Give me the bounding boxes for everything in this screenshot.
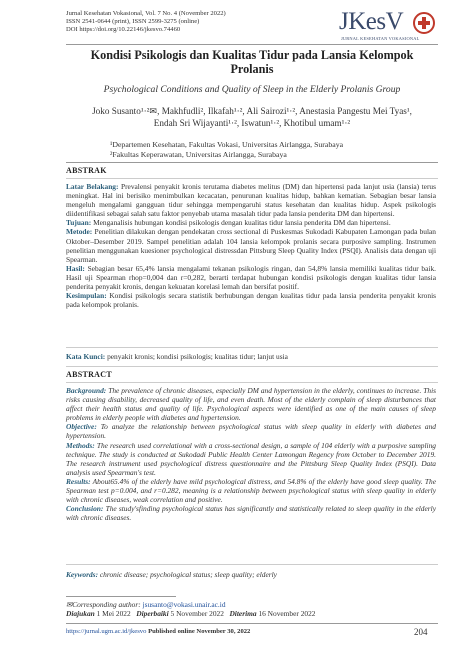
keywords-text-en: chronic disease; psychological status; sleep quality; elderly xyxy=(99,570,277,579)
published-online: Published online November 30, 2022 xyxy=(148,628,251,635)
conclusion-label-en: Conclusion: xyxy=(66,504,104,514)
abstrak-body xyxy=(66,182,436,309)
keywords-id-divider xyxy=(66,347,438,348)
authors-line-2: Endah Sri Wijayanti¹·², Iswatun¹·², Khotibul umam¹·² xyxy=(153,118,351,128)
footer-bottom xyxy=(66,627,438,636)
journal-url-link[interactable]: https://jurnal.ugm.ac.id/jkesvo xyxy=(66,628,147,635)
keywords-text-id: penyakit kronis; kondisi psikologis; kualitas tidur; lanjut usia xyxy=(107,352,288,361)
methods-label-id: Metode: xyxy=(66,227,93,237)
abstrak-top-divider xyxy=(66,162,438,163)
kata-kunci xyxy=(66,352,436,361)
page-number: 204 xyxy=(414,627,428,637)
revised-date: 5 November 2022 xyxy=(170,609,224,619)
corresponding-email-link[interactable]: jsusanto@vokasi.unair.ac.id xyxy=(142,600,226,609)
keywords-label-id: Kata Kunci: xyxy=(66,352,106,361)
abstract-results xyxy=(66,477,436,504)
accepted-label: Diterima xyxy=(229,609,257,619)
abstract-objective xyxy=(66,422,436,440)
affiliation-1: ¹Departemen Kesehatan, Fakultas Vokasi, Universitas Airlangga, Surabaya xyxy=(110,140,344,149)
authors-line-1: Joko Susanto¹·²✉, Makhfudli², Ilkafah¹·², Ali Sairozi¹·², Anestasia Pangestu Mei Tyas¹, xyxy=(92,106,412,116)
abstract-body xyxy=(66,386,436,522)
abstract-heading: ABSTRACT xyxy=(66,370,112,379)
abstrak-methods xyxy=(66,227,436,263)
background-text-en: The prevalence of chronic diseases, especially DM and hypertension in the elderly, continues to increase. This risks causing disability, decreased quality of life, and even death. Most of the elderly complain of sleep disturbances that affect their health status and quality of life. Psychological aspects were identified as one of the main causes of sleep problems in elderly people with diabetes and hypertension. xyxy=(66,386,436,423)
affiliations xyxy=(110,140,440,159)
abstract-top-divider xyxy=(66,366,438,367)
medical-cross-icon xyxy=(413,12,435,34)
results-label-id: Hasil: xyxy=(66,263,85,273)
title-indonesian xyxy=(66,48,438,76)
submitted-label: Diajukan xyxy=(66,609,95,619)
doi-link[interactable]: DOI https://doi.org/10.22146/jkesvo.74460 xyxy=(66,26,181,34)
keywords-label-en: Keywords: xyxy=(66,570,99,579)
abstrak-objective xyxy=(66,218,436,227)
corresponding-label: ✉Corresponding author: xyxy=(66,600,141,609)
objective-text-id: Menganalisis hubungan kondisi psikologis dengan kualitas tidur lansia penderita DM dan hipertensi. xyxy=(93,218,391,228)
objective-text-en: To analyze the relationship between psychological status with sleep quality in elderly with diabetes and hypertension. xyxy=(66,422,436,441)
results-label-en: Results: xyxy=(66,476,91,486)
accepted-date: 16 November 2022 xyxy=(258,609,316,619)
conclusion-text-id: Kondisi psikologis secara statistik berhubungan dengan kualitas tidur pada lansia penderita penyakit kronis pada kelompok prolanis. xyxy=(66,291,436,310)
methods-text-id: Penelitian dilakukan dengan pendekatan cross sectional di Puskesmas Sukodadi Kabupaten Lamongan pada bulan Oktober–Desember 2019. Sampel penelitian adalah 104 lansia kelompok prolanis secara purposive sampling. Instrumen penelitian menggunakan kuesioner psychological distressdan Pittsburg Sleep Quality Index (PSQI). Analisis data dengan uji Spearman. xyxy=(66,227,436,264)
journal-logo xyxy=(339,8,437,42)
header-divider xyxy=(66,44,438,45)
keywords-en xyxy=(66,570,436,579)
abstract-methods xyxy=(66,441,436,477)
objective-label-id: Tujuan: xyxy=(66,218,92,228)
title-line-1: Kondisi Psikologis dan Kualitas Tidur pada Lansia Kelompok xyxy=(90,48,414,62)
abstract-conclusion xyxy=(66,504,436,522)
conclusion-label-id: Kesimpulan: xyxy=(66,291,107,301)
abstrak-heading-divider xyxy=(66,178,438,179)
affiliation-2: ²Fakultas Keperawatan, Universitas Airlangga, Surabaya xyxy=(110,149,287,159)
conclusion-text-en: The study'sfinding psychological status has significantly and statistically related to sleep quality in the elderly with chronic diseases. xyxy=(66,504,436,523)
methods-label-en: Methods: xyxy=(66,440,95,450)
abstrak-background xyxy=(66,182,436,218)
abstrak-heading: ABSTRAK xyxy=(66,166,107,175)
abstract-background xyxy=(66,386,436,422)
abstract-heading-divider xyxy=(66,382,438,383)
abstrak-results xyxy=(66,264,436,291)
revised-label: Diperbaiki xyxy=(136,609,169,619)
footer-divider xyxy=(66,623,438,624)
footnote-divider xyxy=(66,596,176,597)
logo-text: JKesV xyxy=(339,8,404,35)
footer xyxy=(66,600,438,618)
title-english: Psychological Conditions and Quality of Sleep in the Elderly Prolanis Group xyxy=(103,84,401,95)
title-line-2: Prolanis xyxy=(230,62,274,76)
issn-line: ISSN 2541-0644 (print), ISSN 2599-3275 (online) xyxy=(66,18,200,26)
submitted-date: 1 Mei 2022 xyxy=(96,609,131,619)
submission-dates xyxy=(66,609,438,618)
objective-label-en: Objective: xyxy=(66,422,97,432)
keywords-en-divider xyxy=(66,564,438,565)
author-list xyxy=(66,105,438,129)
abstrak-conclusion xyxy=(66,291,436,309)
results-text-id: Sebagian besar 65,4% lansia mengalami tekanan psikologis ringan, dan 54,8% lansia memiliki kualitas tidur baik. Hasil uji Spearman rhop=0,004 dan r=0,282, berarti terdapat hubungan kondisi psikologis dengan kualitas tidur lansia penderita penyakit kronis, dengan kekuatan korelasi lemah dan bersifat positif. xyxy=(66,263,436,292)
logo-subtitle: JURNAL KESEHATAN VOKASIONAL xyxy=(341,36,420,41)
journal-name: Jurnal Kesehatan Vokasional, Vol. 7 No. 4 (November 2022) xyxy=(66,10,226,17)
background-text-id: Prevalensi penyakit kronis terutama diabetes melitus (DM) dan hipertensi pada lanjut usia (lansia) terus meningkat. Hal ini berisiko menimbulkan kecacatan, penurunan kualitas hidup, bahkan kematian. Sebagian besar lansia mengeluh mengalami gangguan tidur sehingga mempengaruhi status kesehatan dan kualitas hidup. Aspek psikologis diidentifikasi sebagai salah satu faktor penyebab utama masalah tidur pada lansia penderita DM dan hipertensi. xyxy=(66,182,436,219)
corresponding-author xyxy=(66,600,438,609)
methods-text-en: The research used correlational with a cross-sectional design, a sample of 104 elderly with a purposive sampling technique. The study is conducted at Sukodadi Public Health Center Lamongan Regency from October to December 2019. The research instrument used psychological distress questionnaire and the Pittsburg Sleep Quality Index (PSQI). Data analysis used Spearman's test. xyxy=(66,440,436,477)
background-label-en: Background: xyxy=(66,386,107,395)
background-label-id: Latar Belakang: xyxy=(66,182,119,191)
results-text-en: About65.4% of the elderly have mild psychological distress, and 54.8% of the elderly have good sleep quality. The Spearman test p=0.004, and r=0.282, meaning is a relationship between psychological status with sleep quality in elderly with chronic diseases, weak correlation and positive. xyxy=(66,476,437,505)
